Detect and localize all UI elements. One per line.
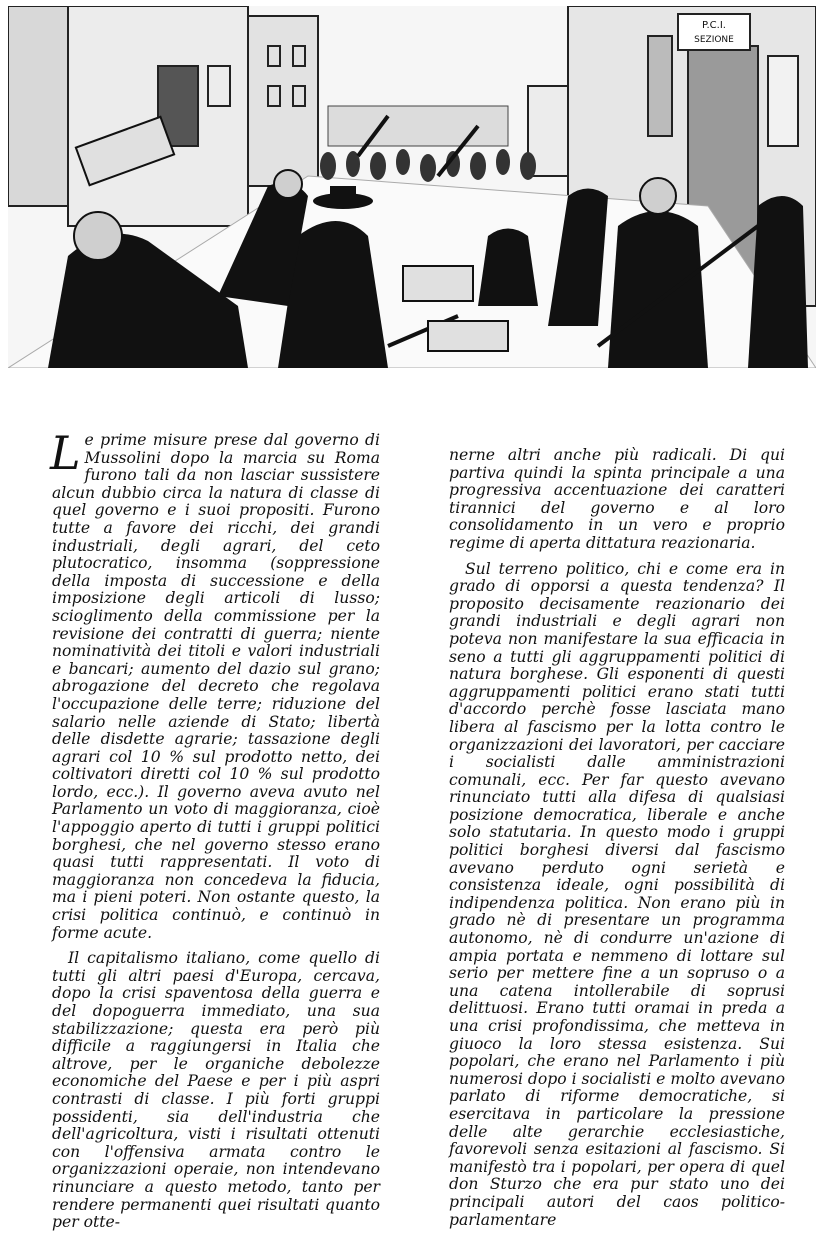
article-paragraph-1-text: e prime misure prese dal governo di Mussolini dopo la marcia su Roma furono tali da non lasciar sussistere alcun dubbio circa la natura di classe di quel governo e i suoi propositi. Furono tutte a favore dei ricchi, dei grandi industriali, degli agrari, del ceto plutocratico, insomma (soppressione della imposta di successione e della imposizione degli articoli di lusso; scioglimento della commissione per la revisione dei contratti di guerra; niente nominatività dei titoli e valori industriali e bancari; aumento del dazio sul grano; abrogazione del decreto che regolava l'occupazione delle terre; riduzione del salario nelle aziende di Stato; libertà delle disdette agrarie; tassazione degli agrari col 10 % sul prodotto netto, dei coltivatori diretti col 10 % sul prodotto lordo, ecc.). Il governo aveva avuto nel Parlamento un voto di maggioranza, cioè l'appoggio aperto di tutti i gruppi politici borghesi, che nel governo stesso erano quasi tutti rappresentati. Il voto di maggioranza non concedeva la fiducia, ma i pieni poteri. Non ostante questo, la crisi politica continuò, e continuò in forme acute. (52, 431, 380, 942)
street-riot-illustration (8, 6, 816, 368)
shop-sign-top: P.C.I. (702, 20, 726, 31)
article-right-column (449, 447, 785, 1237)
article-paragraph-4: Sul terreno politico, chi e come era in grado di opporsi a questa tendenza? Il proposito decisamente reazionario dei grandi industriali e degli agrari non poteva non manifestare la sua efficacia in seno a tutti gli aggruppamenti politici di natura borghese. Gli esponenti di questi aggruppamenti politici erano stati tutti d'accordo perchè fosse lasciata mano libera al fascismo per la lotta contro le organizzazioni dei lavoratori, per cacciare i socialisti dalle amministrazioni comunali, ecc. Per far questo avevano rinunciato tutti alla difesa di qualsiasi posizione democratica, liberale e anche solo statutaria. In questo modo i gruppi politici borghesi diversi dal fascismo avevano perduto ogni serietà e consistenza ideale, ogni possibilità di indipendenza politica. Non erano più in grado nè di presentare un programma autonomo, nè di condurre un'azione di ampia portata e nemmeno di lottare sul serio per mettere fine a un sopruso o a una catena intollerabile di soprusi delittuosi. Erano tutti oramai in preda a una crisi profondissima, che metteva in giuoco la loro stessa esistenza. Sui popolari, che erano nel Parlamento i più numerosi dopo i socialisti e molto avevano parlato di riforme democratiche, si esercitava in particolare la pressione delle alte gerarchie ecclesiastiche, favorevoli senza esitazioni al fascismo. Si manifestò tra i popolari, per opera di quel don Sturzo che era pur stato uno dei principali autori del caos politico-parlamentare (449, 559, 785, 1229)
article-paragraph-1 (50, 426, 380, 942)
street-riot-illustration-icon (8, 6, 816, 368)
article-paragraph-2: Il capitalismo italiano, come quello di tutti gli altri paesi d'Europa, cercava, dopo la crisi spaventosa della guerra e del dopoguerra immediato, una sua stabilizzazione; questa era però più difficile a raggiungersi in Italia che altrove, per le organiche debolezze economiche del Paese e per i più aspri contrasti di classe. I più forti gruppi possidenti, sia dell'industria che dell'agricoltura, visti i risultati ottenuti con l'offensiva armata contro le organizzazioni operaie, non intendevano rinunciare a questo metodo, tanto per rendere permanenti quei risultati quanto per otte- (52, 949, 380, 1232)
article-paragraph-3: nerne altri anche più radicali. Di qui partiva quindi la spinta principale a una progressiva accentuazione dei caratteri tirannici del governo e al loro consolidamento in un vero e proprio regime di aperta dittatura reazionaria. (449, 446, 785, 552)
shop-sign-bottom: SEZIONE (694, 35, 734, 45)
drop-cap: L (50, 426, 81, 480)
article-left-column (50, 426, 380, 1240)
